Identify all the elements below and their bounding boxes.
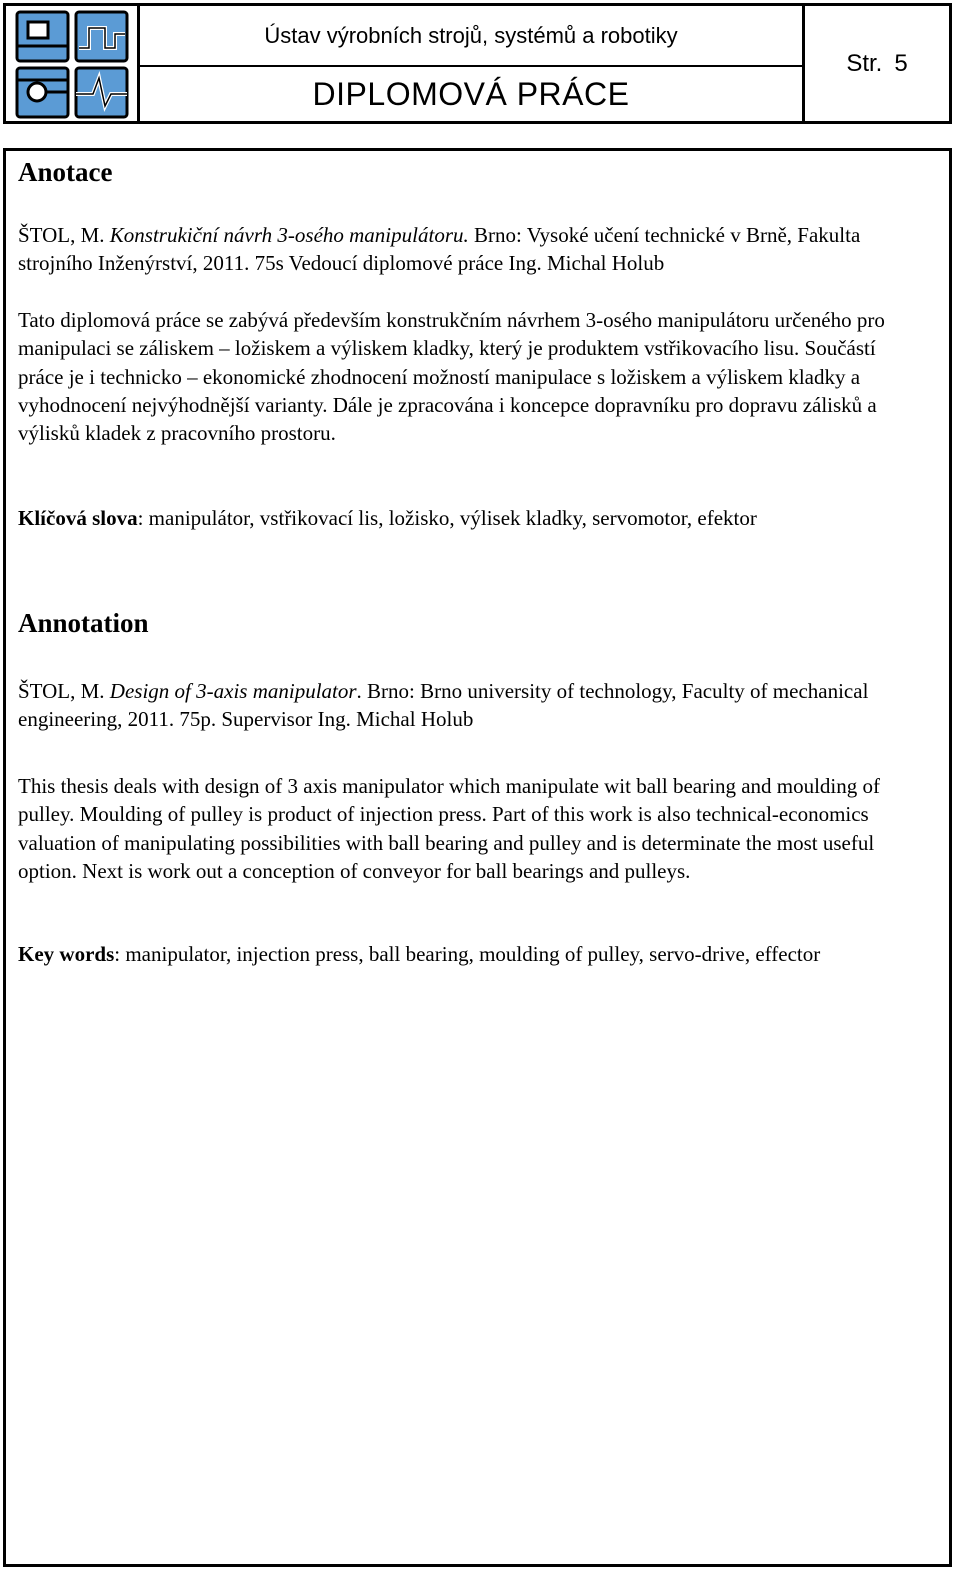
anotace-keywords	[18, 504, 938, 532]
anotace-keywords-list: : manipulátor, vstřikovací lis, ložisko, výlisek kladky, servomotor, efektor	[137, 506, 757, 530]
anotace-abstract: Tato diplomová práce se zabývá především konstrukčním návrhem 3-osého manipulátoru určeného pro manipulaci se záliskem – ložiskem a výliskem kladky, který je produktem vstřikovacího lisu. Součástí práce je i technicko – ekonomické zhodnocení možností manipulace s ložiskem a výliskem kladky a vyhodnocení nejvýhodnější varianty. Dále je zpracována i koncepce dopravníku pro dopravu zálisků a výlisků kladek z pracovního prostoru.	[18, 308, 885, 446]
anotace-keywords-label: Klíčová slova	[18, 506, 138, 530]
title-cell	[140, 6, 805, 121]
institute-logo-icon	[13, 8, 131, 120]
anotace-citation	[18, 221, 938, 278]
page-label: Str.	[846, 49, 883, 77]
institute-name: Ústav výrobních strojů, systémů a robotiky	[140, 6, 802, 67]
anotace-heading: Anotace	[18, 157, 113, 187]
page-frame	[3, 148, 952, 1567]
logo-cell	[6, 6, 140, 121]
anotace-citation-rest: Brno: Vysoké učení technické v Brně, Fakulta strojního Inženýrství, 2011. 75s Vedoucí diplomové práce Ing. Michal Holub	[18, 223, 861, 276]
page-number: 5	[894, 49, 908, 77]
annotation-keywords-list: : manipulator, injection press, ball bearing, moulding of pulley, servo-drive, effector	[114, 942, 821, 966]
anotace-citation-title: Konstrukiční návrh 3-osého manipulátoru.	[109, 223, 469, 247]
annotation-abstract: This thesis deals with design of 3 axis manipulator which manipulate wit ball bearing and moulding of pulley. Moulding of pulley is product of injection press. Part of this work is also technical-economics valuation of manipulating possibilities with ball bearing and pulley and is determinate the most useful option. Next is work out a conception of conveyor for ball bearings and pulleys.	[18, 774, 881, 883]
annotation-citation-title: Design of 3-axis manipulator	[109, 679, 357, 703]
annotation-keywords	[18, 940, 918, 968]
page-header	[3, 3, 952, 124]
annotation-citation-rest: . Brno: Brno university of technology, Faculty of mechanical engineering, 2011. 75p. Supervisor Ing. Michal Holub	[18, 679, 869, 732]
annotation-keywords-label: Key words	[18, 942, 115, 966]
document-type: DIPLOMOVÁ PRÁCE	[312, 75, 630, 112]
annotation-heading: Annotation	[18, 608, 149, 638]
annotation-citation	[18, 677, 938, 734]
anotace-citation-author: ŠTOL, M.	[18, 223, 105, 247]
annotation-citation-author: ŠTOL, M.	[18, 679, 105, 703]
page-number-cell	[805, 6, 949, 121]
